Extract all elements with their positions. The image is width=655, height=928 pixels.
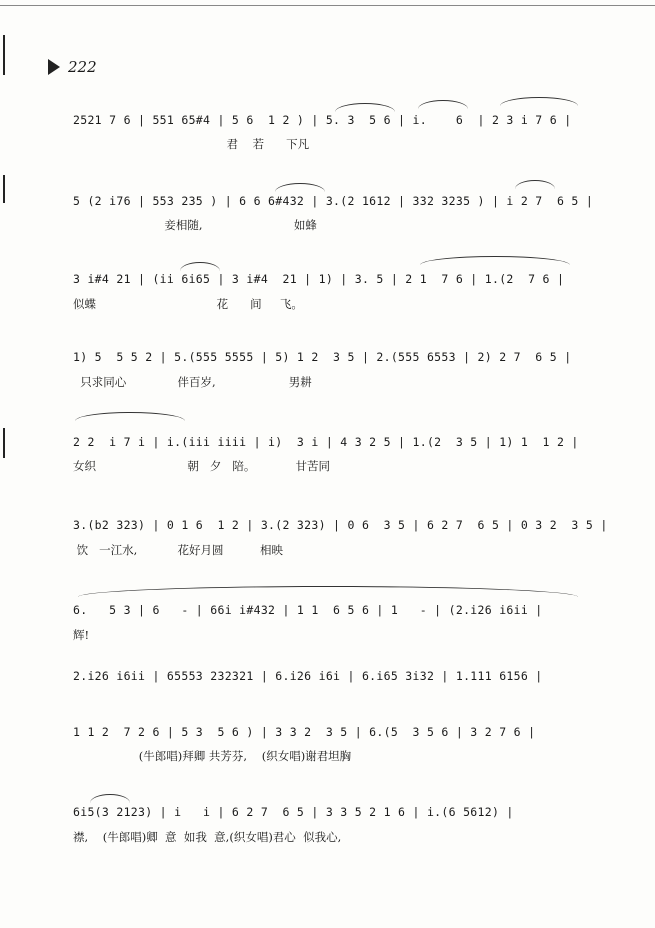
- slur: [275, 183, 325, 192]
- binding-mark: [3, 175, 5, 203]
- slur: [90, 794, 130, 803]
- binding-mark: [3, 35, 5, 75]
- slur: [420, 256, 570, 265]
- notation-line: 3.(b2 323) | 0 1 6 1 2 | 3.(2 323) | 0 6 3 5 | 6 2 7 6 5 | 0 3 2 3 5 |: [73, 518, 608, 532]
- notation-line: 5 (2 i76 | 553 235 ) | 6 6 6#432 | 3.(2 1612 | 332 3235 ) | i 2 7 6 5 |: [73, 194, 594, 208]
- top-rule: [0, 5, 655, 6]
- slur: [500, 97, 578, 106]
- slur: [75, 412, 185, 421]
- slur: [335, 103, 395, 112]
- lyric-line: 君 若 下凡: [73, 137, 310, 151]
- lyric-line: 襟, (牛郎唱)卿 意 如我 意,(织女唱)君心 似我心,: [73, 830, 342, 844]
- notation-line: 2 2 i 7 i | i.(iii iiii | i) 3 i | 4 3 2 5 | 1.(2 3 5 | 1) 1 1 2 |: [73, 435, 579, 449]
- slur: [180, 262, 220, 271]
- notation-line: 2.i26 i6ii | 65553 232321 | 6.i26 i6i | 6.i65 3i32 | 1.111 6156 |: [73, 669, 543, 683]
- lyric-line: 似蝶 花 间 飞。: [73, 297, 303, 311]
- lyric-line: 饮 一江水, 花好月圆 相映: [73, 543, 284, 557]
- slur: [515, 180, 555, 189]
- lyric-line: 女织 朝 夕 陪。 甘苦同: [73, 459, 331, 473]
- lyric-line: 只求同心 伴百岁, 男耕: [73, 375, 312, 389]
- notation-line: 6. 5 3 | 6 - | 66i i#432 | 1 1 6 5 6 | 1 - | (2.i26 i6ii |: [73, 603, 543, 617]
- lyric-line: 妾相随, 如蜂: [73, 218, 317, 232]
- notation-line: 1) 5 5 5 2 | 5.(555 5555 | 5) 1 2 3 5 | 2.(555 6553 | 2) 2 7 6 5 |: [73, 350, 572, 364]
- binding-mark: [3, 428, 5, 458]
- slur: [418, 100, 468, 109]
- lyric-line: (牛郎唱)拜卿 共芳芬, (织女唱)谢君坦胸: [73, 749, 352, 763]
- lyric-line: 辉!: [73, 628, 90, 642]
- slur: [78, 586, 578, 597]
- notation-line: 1 1 2 7 2 6 | 5 3 5 6 ) | 3 3 2 3 5 | 6.(5 3 5 6 | 3 2 7 6 |: [73, 725, 536, 739]
- notation-line: 6i5(3 2123) | i i | 6 2 7 6 5 | 3 3 5 2 1 6 | i.(6 5612) |: [73, 805, 514, 819]
- page-number: 222: [68, 58, 97, 76]
- notation-line: 2521 7 6 | 551 65#4 | 5 6 1 2 ) | 5. 3 5 6 | i. 6 | 2 3 i 7 6 |: [73, 113, 572, 127]
- page-arrow-icon: [48, 59, 60, 75]
- notation-line: 3 i#4 21 | (ii 6i65 | 3 i#4 21 | 1) | 3. 5 | 2 1 7 6 | 1.(2 7 6 |: [73, 272, 565, 286]
- page-header: [48, 58, 97, 76]
